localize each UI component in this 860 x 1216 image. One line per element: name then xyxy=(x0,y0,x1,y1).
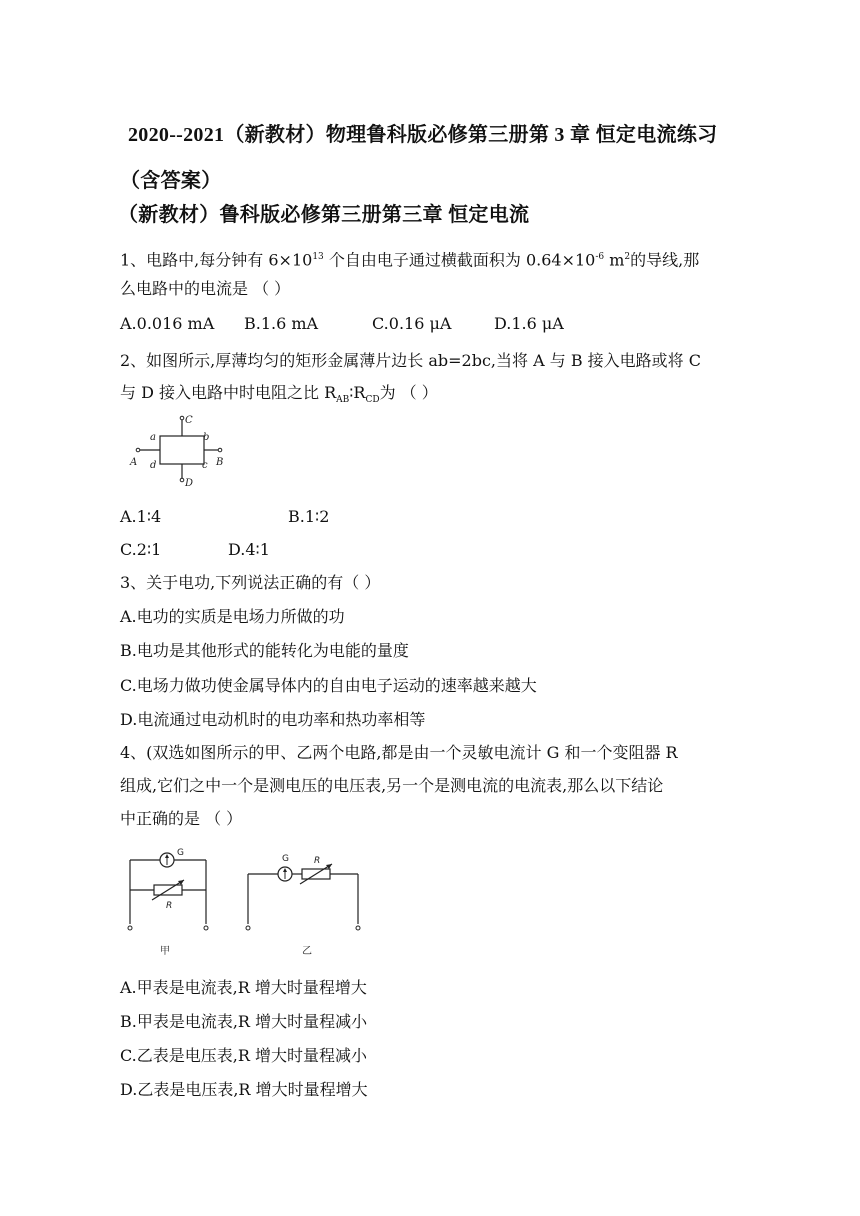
q1-stem-line-1 xyxy=(120,242,740,275)
q3-option-b: B.电功是其他形式的能转化为电能的量度 xyxy=(120,641,409,660)
q1-text-c: m xyxy=(604,250,625,270)
q2-option-d: D.4∶1 xyxy=(228,540,270,559)
q2-option-a: A.1∶4 xyxy=(120,507,162,526)
q2-metal-sheet-figure xyxy=(120,410,240,490)
q2-text-b: ∶R xyxy=(349,383,366,402)
document-title xyxy=(120,112,748,204)
q4-circuit-yi xyxy=(240,842,370,962)
q2-label-c: c xyxy=(202,460,208,471)
q4-jia-galvanometer-icon xyxy=(160,853,174,867)
q2-label-b: b xyxy=(203,432,210,443)
q2-label-A: A xyxy=(130,457,138,468)
q4-yi-galvanometer-icon xyxy=(278,867,292,881)
q2-label-d: d xyxy=(150,460,157,471)
q3-stem: 3、关于电功,下列说法正确的有（ ） xyxy=(120,573,381,592)
q1-option-a: A.0.016 mA xyxy=(120,314,215,333)
q4-stem-line-1: 4、(双选如图所示的甲、乙两个电路,都是由一个灵敏电流计 G 和一个变阻器 R xyxy=(120,743,678,762)
q4-circuit-jia xyxy=(120,842,220,962)
q1-exponent-3: 2 xyxy=(624,252,631,262)
q2-subscript-cd: CD xyxy=(365,395,380,406)
q1-option-c: C.0.16 μA xyxy=(372,314,452,333)
q4-yi-label-R: R xyxy=(314,856,321,866)
q1-exponent-2: -6 xyxy=(595,252,605,262)
q2-label-D: D xyxy=(185,478,194,489)
q1-option-b: B.1.6 mA xyxy=(244,314,319,333)
q4-option-c: C.乙表是电压表,R 增大时量程减小 xyxy=(120,1046,367,1065)
q2-rectangle-shape xyxy=(160,436,204,464)
q1-stem-line-2: 么电路中的电流是 （ ） xyxy=(120,279,291,298)
title-line-2: （含答案） xyxy=(120,170,222,192)
q4-stem-line-3: 中正确的是 （ ） xyxy=(120,809,243,828)
q4-option-a: A.甲表是电流表,R 增大时量程增大 xyxy=(120,978,367,997)
title-line-1: 2020--2021（新教材）物理鲁科版必修第三册第 3 章 恒定电流练习 xyxy=(128,124,718,146)
q4-option-b: B.甲表是电流表,R 增大时量程减小 xyxy=(120,1012,368,1031)
q4-stem-line-2: 组成,它们之中一个是测电压的电压表,另一个是测电流的电流表,那么以下结论 xyxy=(120,776,664,795)
q2-subscript-ab: AB xyxy=(336,395,350,406)
q3-option-a: A.电功的实质是电场力所做的功 xyxy=(120,607,345,626)
q3-option-d: D.电流通过电动机时的电功率和热功率相等 xyxy=(120,710,426,729)
q4-yi-label-G: G xyxy=(282,854,289,864)
q2-stem-line-1: 2、如图所示,厚薄均匀的矩形金属薄片边长 ab=2bc,当将 A 与 B 接入电路或将 C xyxy=(120,351,701,370)
q1-option-d: D.1.6 μA xyxy=(494,314,564,333)
q1-text-d: 的导线,那 xyxy=(630,250,700,270)
q1-text-b: 个自由电子通过横截面积为 0.64×10 xyxy=(323,250,596,270)
q1-exponent-1: 13 xyxy=(312,252,324,262)
q2-text-c: 为 （ ） xyxy=(379,383,438,402)
q4-option-d: D.乙表是电压表,R 增大时量程增大 xyxy=(120,1080,368,1099)
q4-jia-label-R: R xyxy=(166,901,173,911)
q1-text-a: 1、电路中,每分钟有 6×10 xyxy=(120,250,313,270)
q2-label-B: B xyxy=(216,457,224,468)
q4-yi-caption: 乙 xyxy=(302,946,312,957)
chapter-subtitle: （新教材）鲁科版必修第三册第三章 恒定电流 xyxy=(118,204,530,226)
q2-label-C: C xyxy=(185,415,193,426)
q4-jia-caption: 甲 xyxy=(160,946,170,957)
q2-label-a: a xyxy=(150,432,156,443)
q2-option-b: B.1∶2 xyxy=(288,507,330,526)
q3-option-c: C.电场力做功使金属导体内的自由电子运动的速率越来越大 xyxy=(120,676,537,695)
q2-text-a: 与 D 接入电路中时电阻之比 R xyxy=(120,383,337,402)
q2-option-c: C.2∶1 xyxy=(120,540,162,559)
q4-jia-label-G: G xyxy=(177,848,184,858)
